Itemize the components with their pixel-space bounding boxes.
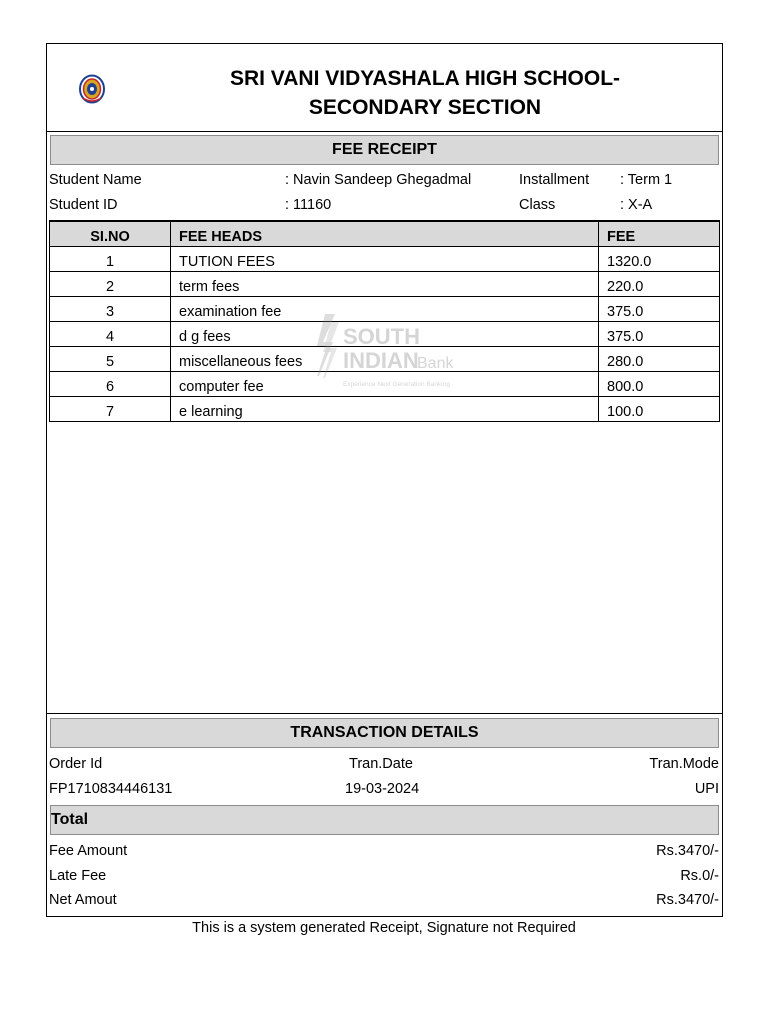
student-name-label: Student Name: [49, 172, 142, 188]
installment-value: : Term 1: [620, 172, 673, 188]
school-title-line1: SRI VANI VIDYASHALA HIGH SCHOOL-: [229, 67, 621, 90]
student-id-value: : 11160: [285, 197, 332, 213]
student-name-row: [49, 172, 719, 194]
row-fee-head: miscellaneous fees: [171, 346, 599, 371]
row-fee: 375.0: [599, 321, 720, 346]
net-amount-label: Net Amout: [49, 892, 117, 908]
row-fee: 220.0: [599, 271, 720, 296]
class-label: Class: [519, 197, 556, 213]
late-fee-value: Rs.0/-: [680, 868, 719, 884]
row-sno: 2: [50, 271, 171, 296]
row-sno: 1: [50, 246, 171, 271]
row-fee: 280.0: [599, 346, 720, 371]
row-fee: 800.0: [599, 371, 720, 396]
row-fee-head: d g fees: [171, 321, 599, 346]
tran-date-value: 19-03-2024: [345, 781, 420, 797]
row-fee-head: term fees: [171, 271, 599, 296]
bank-watermark-logo: [313, 312, 453, 406]
column-header-fee: FEE: [599, 221, 720, 246]
row-sno: 3: [50, 296, 171, 321]
column-header-fee-heads: FEE HEADS: [171, 221, 599, 246]
column-header-sno: SI.NO: [50, 221, 171, 246]
watermark-tagline: Experience Next Generation Banking: [343, 381, 450, 388]
row-fee-head: examination fee: [171, 296, 599, 321]
watermark-line1: SOUTH: [343, 324, 420, 349]
tran-mode-label: Tran.Mode: [649, 756, 719, 772]
tran-mode-value: UPI: [694, 781, 719, 797]
late-fee-label: Late Fee: [49, 868, 107, 884]
fee-amount-value: Rs.3470/-: [656, 843, 719, 859]
school-title-line2: SECONDARY SECTION: [308, 96, 542, 119]
tran-date-label: Tran.Date: [349, 756, 413, 772]
table-row: [50, 246, 720, 271]
row-fee: 100.0: [599, 396, 720, 421]
row-sno: 4: [50, 321, 171, 346]
row-sno: 7: [50, 396, 171, 421]
fee-amount-row: [49, 843, 719, 865]
school-title: [155, 64, 695, 122]
school-logo-icon: [79, 74, 105, 104]
student-name-value: : Navin Sandeep Ghegadmal: [285, 172, 472, 188]
student-id-label: Student ID: [49, 197, 118, 213]
total-heading: Total: [50, 805, 719, 835]
transaction-labels-row: [49, 756, 719, 778]
order-id-label: Order Id: [49, 756, 103, 772]
row-fee: 1320.0: [599, 246, 720, 271]
row-sno: 5: [50, 346, 171, 371]
watermark-line2: INDIAN: [343, 348, 419, 373]
student-id-row: [49, 197, 719, 219]
late-fee-row: [49, 868, 719, 890]
transaction-values-row: [49, 781, 719, 803]
table-row: [50, 271, 720, 296]
fee-table-header: [50, 221, 720, 246]
net-amount-row: [49, 892, 719, 914]
watermark-bank: Bank: [417, 355, 453, 372]
order-id-value: FP1710834446131: [49, 781, 173, 797]
row-fee-head: computer fee: [171, 371, 599, 396]
class-value: : X-A: [620, 197, 653, 213]
fee-receipt-heading: FEE RECEIPT: [50, 135, 719, 165]
row-fee: 375.0: [599, 296, 720, 321]
receipt-header: [47, 44, 722, 132]
transaction-details-heading: TRANSACTION DETAILS: [50, 718, 719, 748]
fee-amount-label: Fee Amount: [49, 843, 128, 859]
system-generated-note: This is a system generated Receipt, Signature not Required: [192, 920, 576, 936]
installment-label: Installment: [519, 172, 590, 188]
row-fee-head: e learning: [171, 396, 599, 421]
row-sno: 6: [50, 371, 171, 396]
net-amount-value: Rs.3470/-: [656, 892, 719, 908]
fee-receipt: [46, 43, 723, 917]
row-fee-head: TUTION FEES: [171, 246, 599, 271]
section-divider: [47, 713, 722, 714]
